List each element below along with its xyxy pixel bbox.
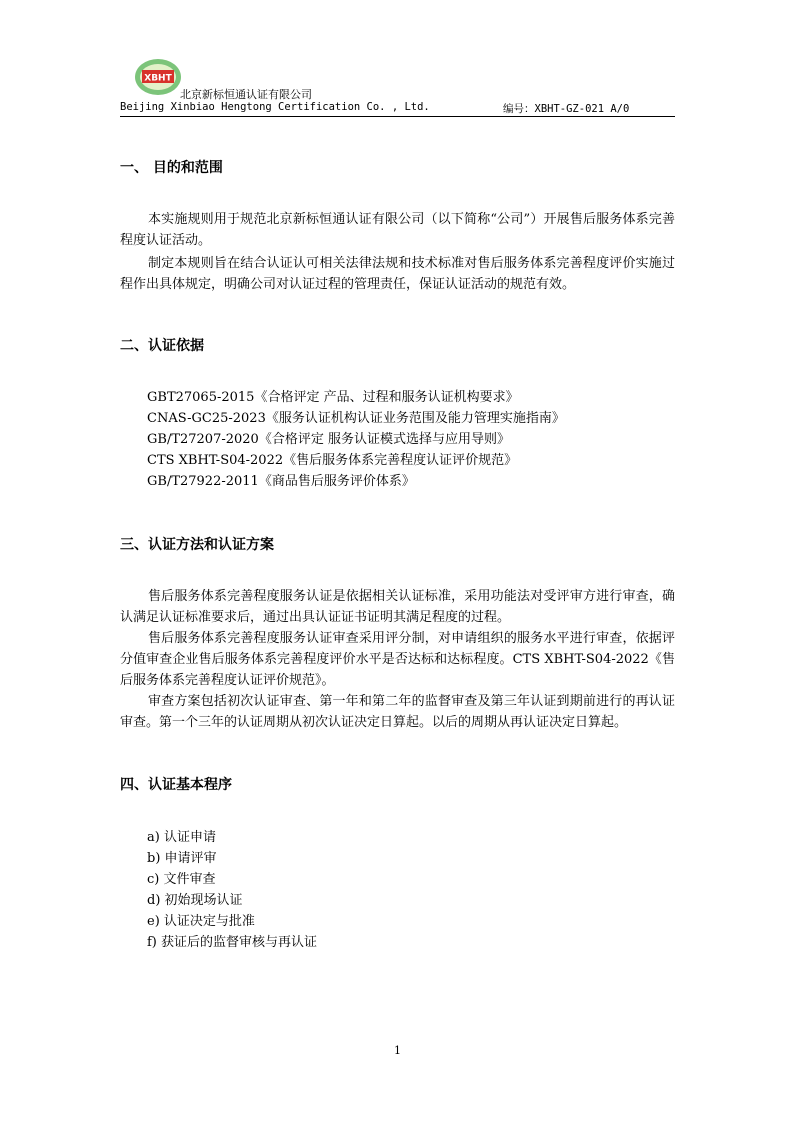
list-item: GBT27065-2015《合格评定 产品、过程和服务认证机构要求》 [147, 390, 519, 405]
page-number: 1 [394, 1044, 401, 1057]
section-paragraph: 制定本规则旨在结合认证认可相关法律法规和技术标准对售后服务体系完善程度评价实施过程作出具体规定，明确公司对认证过程的管理责任，保证认证活动的规范有效。 [120, 256, 675, 292]
header-rule [120, 116, 675, 117]
section-paragraph: 审查方案包括初次认证审查、第一年和第二年的监督审查及第三年认证到期前进行的再认证审查。第一个三年的认证周期从初次认证决定日算起。以后的周期从再认证决定日算起。 [120, 694, 675, 730]
page-header [120, 58, 675, 118]
list-item: GB/T27207-2020《合格评定 服务认证模式选择与应用导则》 [147, 432, 510, 447]
section-paragraph: 售后服务体系完善程度服务认证是依据相关认证标准，采用功能法对受评审方进行审查，确认满足认证标准要求后，通过出具认证证书证明其满足程度的过程。 [120, 589, 675, 625]
list-item: b) 申请评审 [147, 851, 217, 866]
section-paragraph: 售后服务体系完善程度服务认证审查采用评分制，对申请组织的服务水平进行审查，依据评分值审查企业售后服务体系完善程度评价水平是否达标和达标程度。CTS XBHT-S04-2022《售后服务体系完善程度认证评价规范》。 [120, 631, 675, 688]
company-logo-icon [134, 58, 182, 96]
list-item: d) 初始现场认证 [147, 893, 243, 908]
section-title-purpose: 一、 目的和范围 [120, 160, 223, 176]
list-item: c) 文件审查 [147, 872, 216, 887]
section-title-procedure: 四、认证基本程序 [120, 777, 232, 793]
section-title-basis: 二、认证依据 [120, 338, 204, 354]
basis-list [147, 387, 565, 492]
list-item: GB/T27922-2011《商品售后服务评价体系》 [147, 474, 415, 489]
list-item: e) 认证决定与批准 [147, 914, 255, 929]
list-item: f) 获证后的监督审核与再认证 [147, 935, 318, 950]
procedure-list [147, 827, 317, 953]
list-item: CNAS-GC25-2023《服务认证机构认证业务范围及能力管理实施指南》 [147, 411, 565, 426]
list-item: CTS XBHT-S04-2022《售后服务体系完善程度认证评价规范》 [147, 453, 518, 468]
section-title-method: 三、认证方法和认证方案 [120, 537, 274, 553]
company-name-cn: 北京新标恒通认证有限公司 [180, 88, 312, 101]
company-name-en: Beijing Xinbiao Hengtong Certification Co. , Ltd. [120, 101, 430, 113]
list-item: a) 认证申请 [147, 830, 216, 845]
logo-text: XBHT [144, 73, 172, 84]
document-number: 编号：XBHT-GZ-021 A/0 [503, 103, 630, 115]
section-paragraph: 本实施规则用于规范北京新标恒通认证有限公司（以下简称“公司”）开展售后服务体系完善程度认证活动。 [120, 212, 675, 248]
